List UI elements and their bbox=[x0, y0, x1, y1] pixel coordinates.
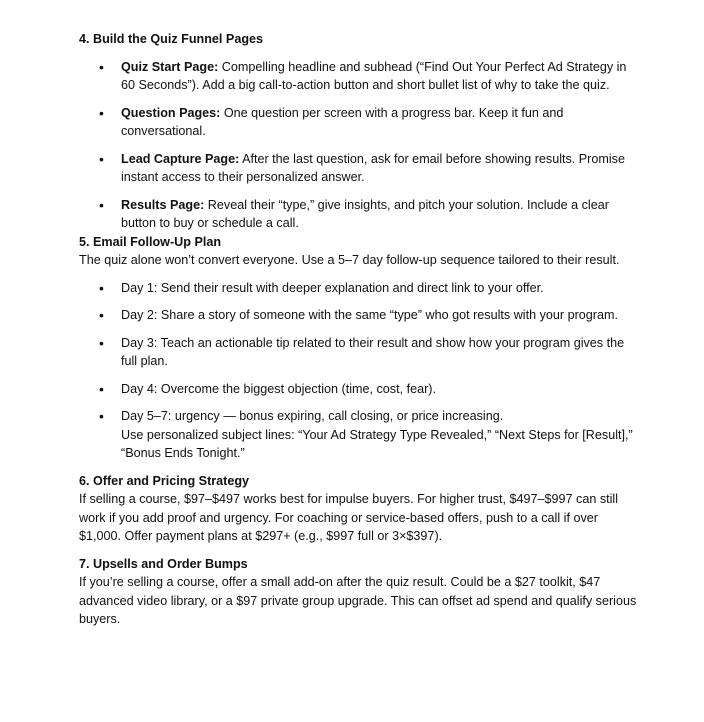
list-item bbox=[79, 150, 639, 187]
list-item bbox=[79, 104, 639, 141]
email-sequence-list bbox=[79, 279, 639, 463]
section-heading-quiz-funnel: 4. Build the Quiz Funnel Pages bbox=[79, 32, 264, 46]
list-item-lead: Results Page: bbox=[121, 197, 205, 212]
list-item bbox=[79, 306, 639, 325]
list-item-text: Day 4: Overcome the biggest objection (time, cost, fear). bbox=[121, 381, 436, 396]
quiz-funnel-pages-list bbox=[79, 58, 639, 233]
list-item bbox=[79, 196, 639, 233]
list-item-text: Day 2: Share a story of someone with the same “type” who got results with your program. bbox=[121, 308, 618, 322]
list-item-text: Compelling headline and subhead (“Find Out Your Perfect Ad Strategy in 60 Seconds”). Add a big call-to-action button and short bullet list of why to take the quiz. bbox=[121, 59, 627, 92]
list-item bbox=[79, 58, 639, 95]
list-item bbox=[79, 407, 639, 463]
list-item-text: Day 1: Send their result with deeper explanation and direct link to your offer. bbox=[121, 280, 544, 295]
list-item-text: One question per screen with a progress bar. Keep it fun and conversational. bbox=[121, 105, 564, 138]
list-item-text: Day 5–7: urgency — bonus expiring, call closing, or price increasing. bbox=[121, 409, 504, 423]
list-item bbox=[79, 334, 639, 371]
section-heading-upsells: 7. Upsells and Order Bumps bbox=[79, 556, 248, 571]
list-item-text: Reveal their “type,” give insights, and pitch your solution. Include a clear button to buy or schedule a call. bbox=[121, 197, 609, 230]
list-item-extra: Use personalized subject lines: “Your Ad Strategy Type Revealed,” “Next Steps for [Result],” “Bonus Ends Tonight.” bbox=[121, 427, 633, 460]
list-item-lead: Question Pages: bbox=[121, 105, 221, 120]
list-item-text: Day 3: Teach an actionable tip related to their result and show how your program gives the full plan. bbox=[121, 335, 625, 368]
list-item-lead: Quiz Start Page: bbox=[121, 59, 219, 74]
list-item-lead: Lead Capture Page: bbox=[121, 151, 240, 166]
section-heading-offer-pricing: 6. Offer and Pricing Strategy bbox=[79, 473, 250, 488]
section-intro: The quiz alone won’t convert everyone. Use a 5–7 day follow-up sequence tailored to their result. bbox=[79, 253, 620, 267]
section-heading-email-follow-up: 5. Email Follow-Up Plan bbox=[79, 234, 222, 249]
list-item bbox=[79, 279, 639, 298]
document-page bbox=[79, 30, 639, 629]
section-body: If you’re selling a course, offer a small add-on after the quiz result. Could be a $27 toolkit, $47 advanced video library, or a $97 private group upgrade. This can offset ad spend and qualify serious buyers. bbox=[79, 575, 637, 626]
section-body: If selling a course, $97–$497 works best for impulse buyers. For higher trust, $497–$997 can still work if you add proof and urgency. For coaching or service-based offers, push to a call if over $1,000. Offer payment plans at $297+ (e.g., $997 full or 3×$397). bbox=[79, 492, 619, 543]
list-item bbox=[79, 380, 639, 399]
list-item-text: After the last question, ask for email before showing results. Promise instant access to their personalized answer. bbox=[121, 151, 625, 184]
